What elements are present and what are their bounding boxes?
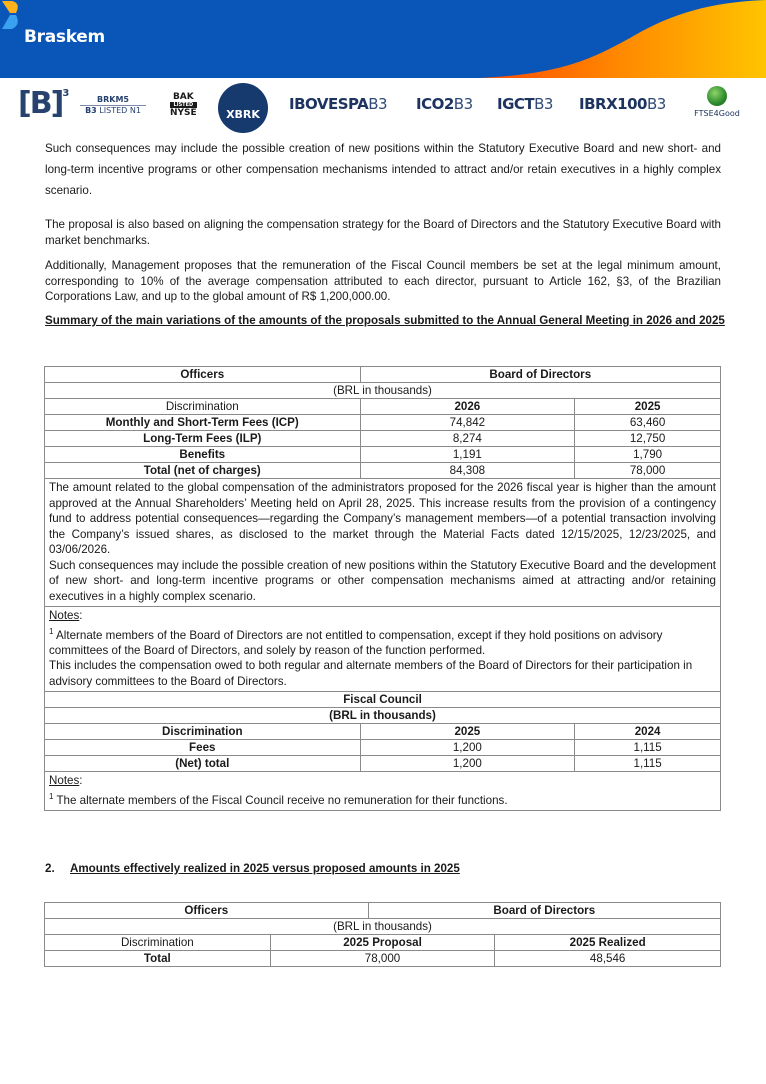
notes-cell: Notes: $^1$ Alternate members of the Board of Directors are not entitled to compensation, except if they hold positions on advisory committees of the Board of Directors, and solely by reason of the function performed. This includes the compensation owed to both regular and alternate members of the Board of Directors for their participation in advisory committees to the Board of Directors. <box>45 607 721 692</box>
paragraph-fiscal-council: Additionally, Management proposes that the remuneration of the Fiscal Council members be set at the legal minimum amount, corresponding to 10% of the average compensation attributed to each director, pursuant to Article 162, §3, of the Brazilian Corporations Law, and up to the global amount of R$ 1,200,000.00. <box>45 259 721 303</box>
brkm5-logo: BRKM5 B3 LISTED N1 <box>80 95 146 116</box>
b3-logo: $[B]^3$ <box>18 86 68 121</box>
fiscal-notes-cell: Notes: $^1$ The alternate members of the Fiscal Council receive no remuneration for their functions. <box>45 772 721 811</box>
column-header: 2025 Realized <box>495 935 721 951</box>
column-header: 2026 <box>360 399 575 415</box>
ftse4good-logo: FTSE4Good <box>688 86 746 118</box>
table-row: Long-Term Fees (ILP) 8,274 12,750 <box>45 431 721 447</box>
listing-logos <box>0 80 766 132</box>
column-header: Discrimination <box>45 935 271 951</box>
braskem-logo-text: Braskem <box>24 27 105 47</box>
column-header: 2025 Proposal <box>270 935 495 951</box>
ibovespa-logo: IBOVESPAB3 <box>289 95 388 113</box>
realized-vs-proposed-table <box>44 902 721 967</box>
igct-logo: IGCTB3 <box>497 95 553 113</box>
explanation-cell: The amount related to the global compensation of the administrators proposed for the 2026 fiscal year is higher than the amount approved at the Annual Shareholders’ Meeting held on April 28, 2025. This increase results from the provision of a contingency fund to address potential consequences—regarding the Company’s management members—of a potential transaction involving the Company’s issued shares, as disclosed to the market through the Material Facts dated 12/15/2025, 12/23/2025, and 03/06/2026. Such consequences may include the possible creation of new positions within the Statutory Executive Board and the development of new short- and long-term incentive programs or other compensation mechanisms aimed at attracting and/or retaining executives in a highly complex scenario. <box>45 479 721 607</box>
summary-heading: Summary of the main variations of the amounts of the proposals submitted to the Annual General Meeting in 2026 and 2025 <box>45 314 725 327</box>
column-header: Discrimination <box>45 724 361 740</box>
column-header: 2025 <box>575 399 721 415</box>
paragraph-benchmarks: The proposal is also based on aligning the compensation strategy for the Board of Directors and the Statutory Executive Board with market benchmarks. <box>45 218 721 247</box>
fiscal-unit-label: (BRL in thousands) <box>45 708 721 724</box>
compensation-table <box>44 366 721 811</box>
table-row: Total 78,000 48,546 <box>45 951 721 967</box>
paragraph-consequences: Such consequences may include the possible creation of new positions within the Statutory Executive Board and new short- and long-term incentive programs or other compensation mechanisms intended to attract and/or retain executives in a highly complex scenario. <box>45 142 721 197</box>
section-2-heading: 2. Amounts effectively realized in 2025 versus proposed amounts in 2025 <box>45 862 460 875</box>
wave-graphic <box>0 0 766 78</box>
nyse-bak-logo: BAK LISTED NYSE <box>170 92 197 118</box>
table-row: Total (net of charges) 84,308 78,000 <box>45 463 721 479</box>
xbrk-badge: XBRK <box>218 83 268 133</box>
column-header: Discrimination <box>45 399 361 415</box>
column-header: 2024 <box>575 724 721 740</box>
braskem-logo-icon <box>0 0 22 30</box>
header-officers: Officers <box>45 367 361 383</box>
fiscal-council-title: Fiscal Council <box>45 692 721 708</box>
unit-label: (BRL in thousands) <box>45 919 721 935</box>
column-header: 2025 <box>360 724 575 740</box>
header-officers: Officers <box>45 903 369 919</box>
header-board: Board of Directors <box>360 367 720 383</box>
table-row: Fees 1,200 1,115 <box>45 740 721 756</box>
unit-label: (BRL in thousands) <box>45 383 721 399</box>
globe-icon <box>707 86 727 106</box>
table-row: (Net) total 1,200 1,115 <box>45 756 721 772</box>
table-row: Benefits 1,191 1,790 <box>45 447 721 463</box>
table-row: Monthly and Short-Term Fees (ICP) 74,842 63,460 <box>45 415 721 431</box>
header-banner <box>0 0 766 78</box>
header-board: Board of Directors <box>368 903 720 919</box>
ico2-logo: ICO2B3 <box>416 95 473 113</box>
ibrx100-logo: IBRX100B3 <box>579 95 666 113</box>
